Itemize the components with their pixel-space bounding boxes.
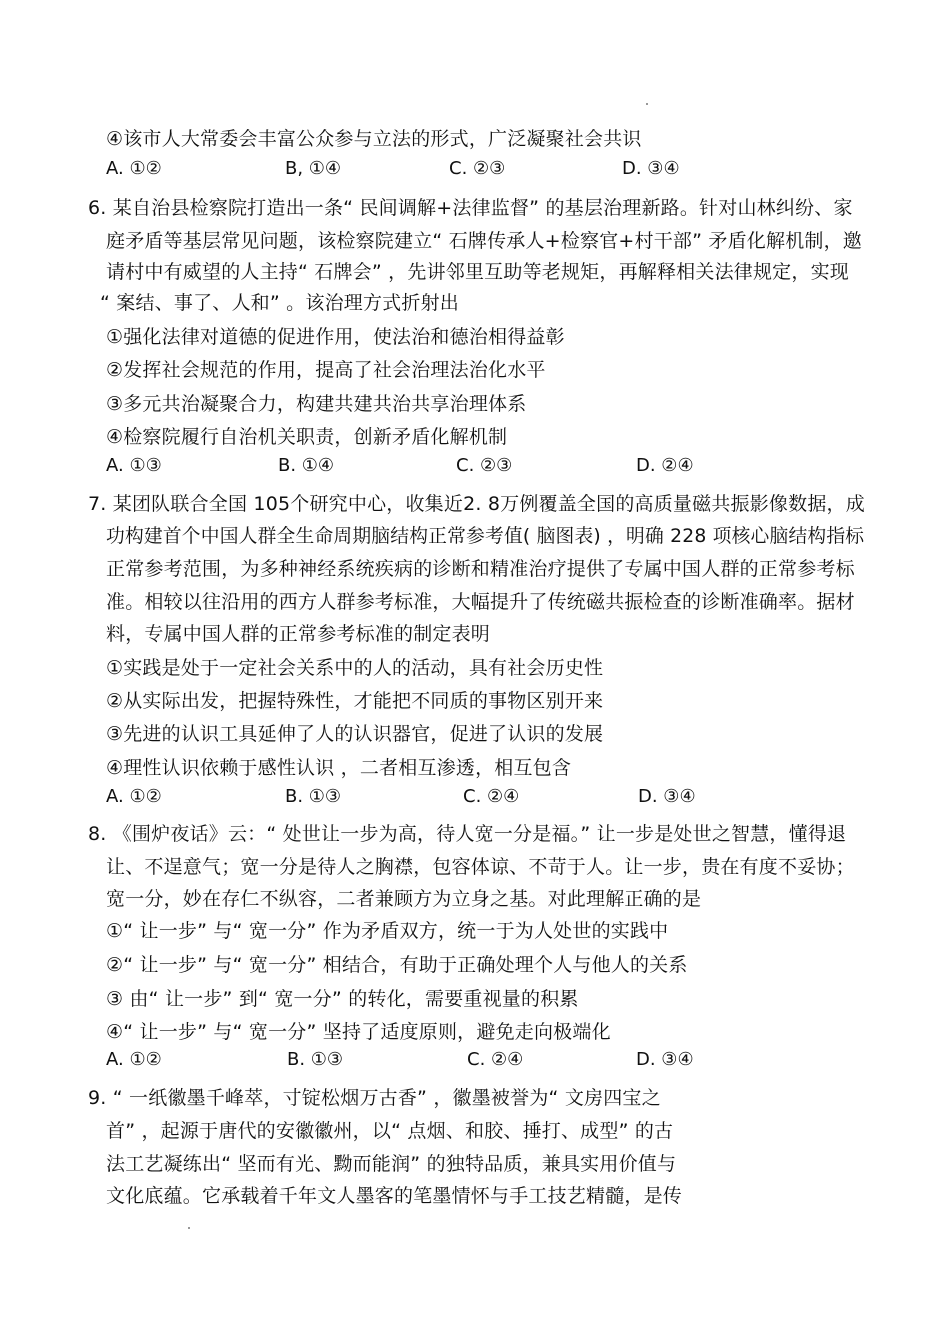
- q7-statement-3: ③先进的认识工具延伸了人的认识器官，促进了认识的发展: [106, 723, 604, 745]
- q6-option-a: A. ①③: [106, 455, 162, 476]
- q7-statement-1: ①实践是处于一定社会关系中的人的活动，具有社会历史性: [106, 657, 604, 679]
- q8-option-b: B. ①③: [287, 1049, 344, 1070]
- q8-statement-2: ②“ 让一步” 与“ 宽一分” 相结合，有助于正确处理个人与他人的关系: [106, 954, 688, 976]
- q9-stem-line-1: 9. “ 一纸徽墨千峰萃，寸锭松烟万古香” ，徽墨被誉为“ 文房四宝之: [88, 1087, 661, 1109]
- q8-option-c: C. ②④: [467, 1049, 524, 1070]
- q8-option-d: D. ③④: [636, 1049, 694, 1070]
- scan-speck: [188, 1227, 190, 1229]
- q7-stem-line-3: 正常参考范围，为多种神经系统疾病的诊断和精准治疗提供了专属中国人群的正常参考标: [106, 558, 855, 580]
- scan-speck: [646, 103, 648, 105]
- q5-option-c: C. ②③: [449, 158, 506, 179]
- q9-stem-line-4: 文化底蕴。它承载着千年文人墨客的笔墨情怀与手工技艺精髓，是传: [106, 1185, 683, 1207]
- q6-stem-line-2: 庭矛盾等基层常见问题，该检察院建立“ 石牌传承人+检察官+村干部” 矛盾化解机制，邀: [106, 230, 863, 252]
- q5-statement-4: ④该市人大常委会丰富公众参与立法的形式，广泛凝聚社会共识: [106, 128, 642, 150]
- q6-stem-line-4: “ 案结、事了、人和” 。该治理方式折射出: [100, 292, 459, 314]
- q8-statement-4: ④“ 让一步” 与“ 宽一分” 坚持了适度原则，避免走向极端化: [106, 1021, 611, 1043]
- q5-option-d: D. ③④: [622, 158, 680, 179]
- q7-statement-4: ④理性认识依赖于感性认识 ，二者相互渗透，相互包含: [106, 757, 572, 779]
- q7-option-b: B. ①③: [285, 786, 342, 807]
- q6-statement-2: ②发挥社会规范的作用，提高了社会治理法治化水平: [106, 359, 546, 381]
- q7-stem-line-5: 料，专属中国人群的正常参考标准的制定表明: [106, 623, 491, 645]
- q6-stem-line-1: 6. 某自治县检察院打造出一条“ 民间调解+法律监督” 的基层治理新路。针对山林纠纷、家: [88, 197, 853, 219]
- q7-stem-line-2: 功构建首个中国人群全生命周期脑结构正常参考值( 脑图表) ，明确 228 项核心脑结构指标: [106, 526, 865, 547]
- q8-statement-1: ①“ 让一步” 与“ 宽一分” 作为矛盾双方，统一于为人处世的实践中: [106, 920, 669, 942]
- q9-stem-line-3: 法工艺凝练出“ 坚而有光、黝而能润” 的独特品质，兼具实用价值与: [106, 1153, 677, 1175]
- q6-option-b: B. ①④: [278, 455, 335, 476]
- q7-stem-line-4: 准。相较以往沿用的西方人群参考标准，大幅提升了传统磁共振检查的诊断准确率。据材: [106, 591, 855, 613]
- q7-stem-line-1: 7. 某团队联合全国 105个研究中心，收集近2. 8万例覆盖全国的高质量磁共振影像数据，成: [88, 493, 865, 515]
- q6-option-c: C. ②③: [456, 455, 513, 476]
- q6-statement-3: ③多元共治凝聚合力，构建共建共治共享治理体系: [106, 393, 527, 415]
- q8-option-a: A. ①②: [106, 1049, 162, 1070]
- q7-option-a: A. ①②: [106, 786, 162, 807]
- q5-option-b: B, ①④: [285, 158, 342, 179]
- q7-statement-2: ②从实际出发，把握特殊性，才能把不同质的事物区别开来: [106, 690, 604, 712]
- q7-option-d: D. ③④: [638, 786, 696, 807]
- q5-option-a: A. ①②: [106, 158, 162, 179]
- q6-statement-4: ④检察院履行自治机关职责，创新矛盾化解机制: [106, 426, 508, 448]
- q8-stem-line-1: 8. 《围炉夜话》云：“ 处世让一步为高，待人宽一分是福。” 让一步是处世之智慧，懂得退: [88, 823, 847, 845]
- q7-option-c: C. ②④: [463, 786, 520, 807]
- q6-statement-1: ①强化法律对道德的促进作用，使法治和德治相得益彰: [106, 326, 565, 348]
- q6-stem-line-3: 请村中有威望的人主持“ 石牌会” ，先讲邻里互助等老规矩，再解释相关法律规定，实现: [106, 261, 849, 283]
- q6-option-d: D. ②④: [636, 455, 694, 476]
- q8-stem-line-2: 让、不逞意气；宽一分是待人之胸襟，包容体谅、不苛于人。让一步，贵在有度不妥协；: [106, 856, 855, 878]
- q8-statement-3: ③ 由“ 让一步” 到“ 宽一分” 的转化，需要重视量的积累: [106, 988, 579, 1010]
- q8-stem-line-3: 宽一分，妙在存仁不纵容，二者兼顾方为立身之基。对此理解正确的是: [106, 888, 702, 910]
- q9-stem-line-2: 首” ，起源于唐代的安徽徽州，以“ 点烟、和胶、捶打、成型” 的古: [106, 1120, 674, 1142]
